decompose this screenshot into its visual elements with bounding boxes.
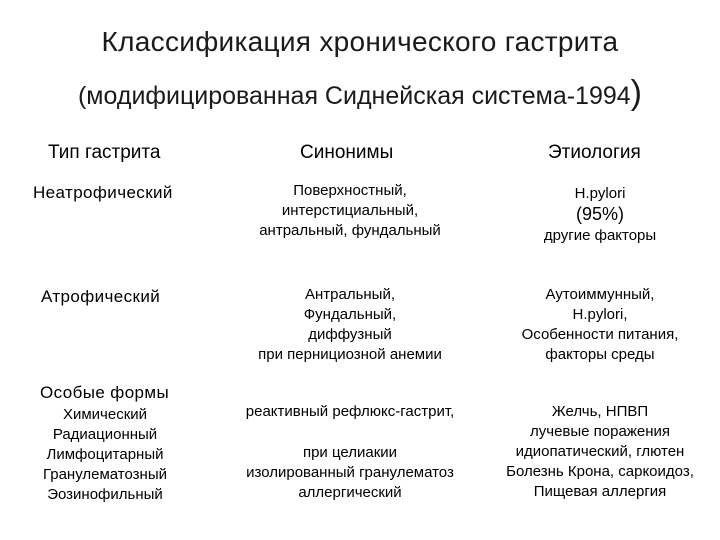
synonym-line: Фундальный, [303, 306, 397, 323]
subtitle-text: (модифицированная Сиднейская система-1994 [77, 82, 631, 110]
row-type-nonatrophic: Неатрофический [33, 183, 173, 202]
synonym-line: диффузный [308, 326, 392, 343]
etiology-line: идиопатический, глютен [515, 443, 685, 460]
etiology-nonatrophic [490, 184, 710, 246]
synonym-line: Поверхностный, [293, 182, 407, 199]
page-title: Классификация хронического гастрита [101, 26, 619, 57]
synonym-line: Антральный, [304, 286, 396, 303]
column-header-type: Тип гастрита [48, 142, 161, 163]
column-header-synonyms: Синонимы [300, 142, 394, 163]
subtitle-close-paren: ) [630, 74, 642, 112]
etiology-line: Пищевая аллергия [533, 483, 667, 500]
synonym-line: при целиакии [302, 444, 398, 461]
synonym-line: интерстициальный, [281, 202, 419, 219]
subtype-line: Химический [62, 406, 148, 423]
synonyms-special-b [220, 443, 480, 503]
etiology-line: лучевые поражения [530, 423, 670, 440]
synonym-line: антральный, фундальный [259, 222, 441, 239]
synonym-line: при пернициозной анемии [258, 346, 442, 363]
etiology-line: другие факторы [543, 227, 657, 244]
subtype-line: Лимфоцитарный [46, 446, 164, 463]
etiology-line: Особенности питания, [521, 326, 679, 343]
subtype-line: Радиационный [52, 426, 158, 443]
etiology-line: Желчь, НПВП [551, 403, 649, 420]
synonym-line: аллергический [298, 484, 402, 501]
synonyms-special-a [220, 402, 480, 422]
etiology-line: Аутоиммунный, [545, 286, 655, 303]
etiology-line: H.pylori, [572, 306, 628, 323]
page-subtitle [0, 74, 720, 113]
special-subtypes [20, 405, 190, 505]
synonym-line: реактивный рефлюкс-гастрит, [245, 403, 455, 420]
etiology-hp-line [490, 184, 710, 224]
subtype-line: Гранулематозный [42, 466, 168, 483]
etiology-atrophic [490, 285, 710, 365]
etiology-line: факторы среды [545, 346, 655, 363]
row-type-atrophic: Атрофический [41, 287, 161, 306]
row-type-special: Особые формы [40, 383, 170, 402]
synonyms-atrophic [230, 285, 470, 365]
synonym-line: изолированный гранулематоз [246, 464, 454, 481]
subtype-line: Эозинофильный [47, 486, 163, 503]
etiology-percent: (95%) [575, 204, 624, 224]
etiology-special [480, 402, 720, 502]
etiology-hp: H.pylori [574, 185, 626, 202]
etiology-line: Болезнь Крона, саркоидоз, [506, 463, 694, 480]
column-header-etiology: Этиология [548, 142, 641, 163]
synonyms-nonatrophic [230, 181, 470, 241]
